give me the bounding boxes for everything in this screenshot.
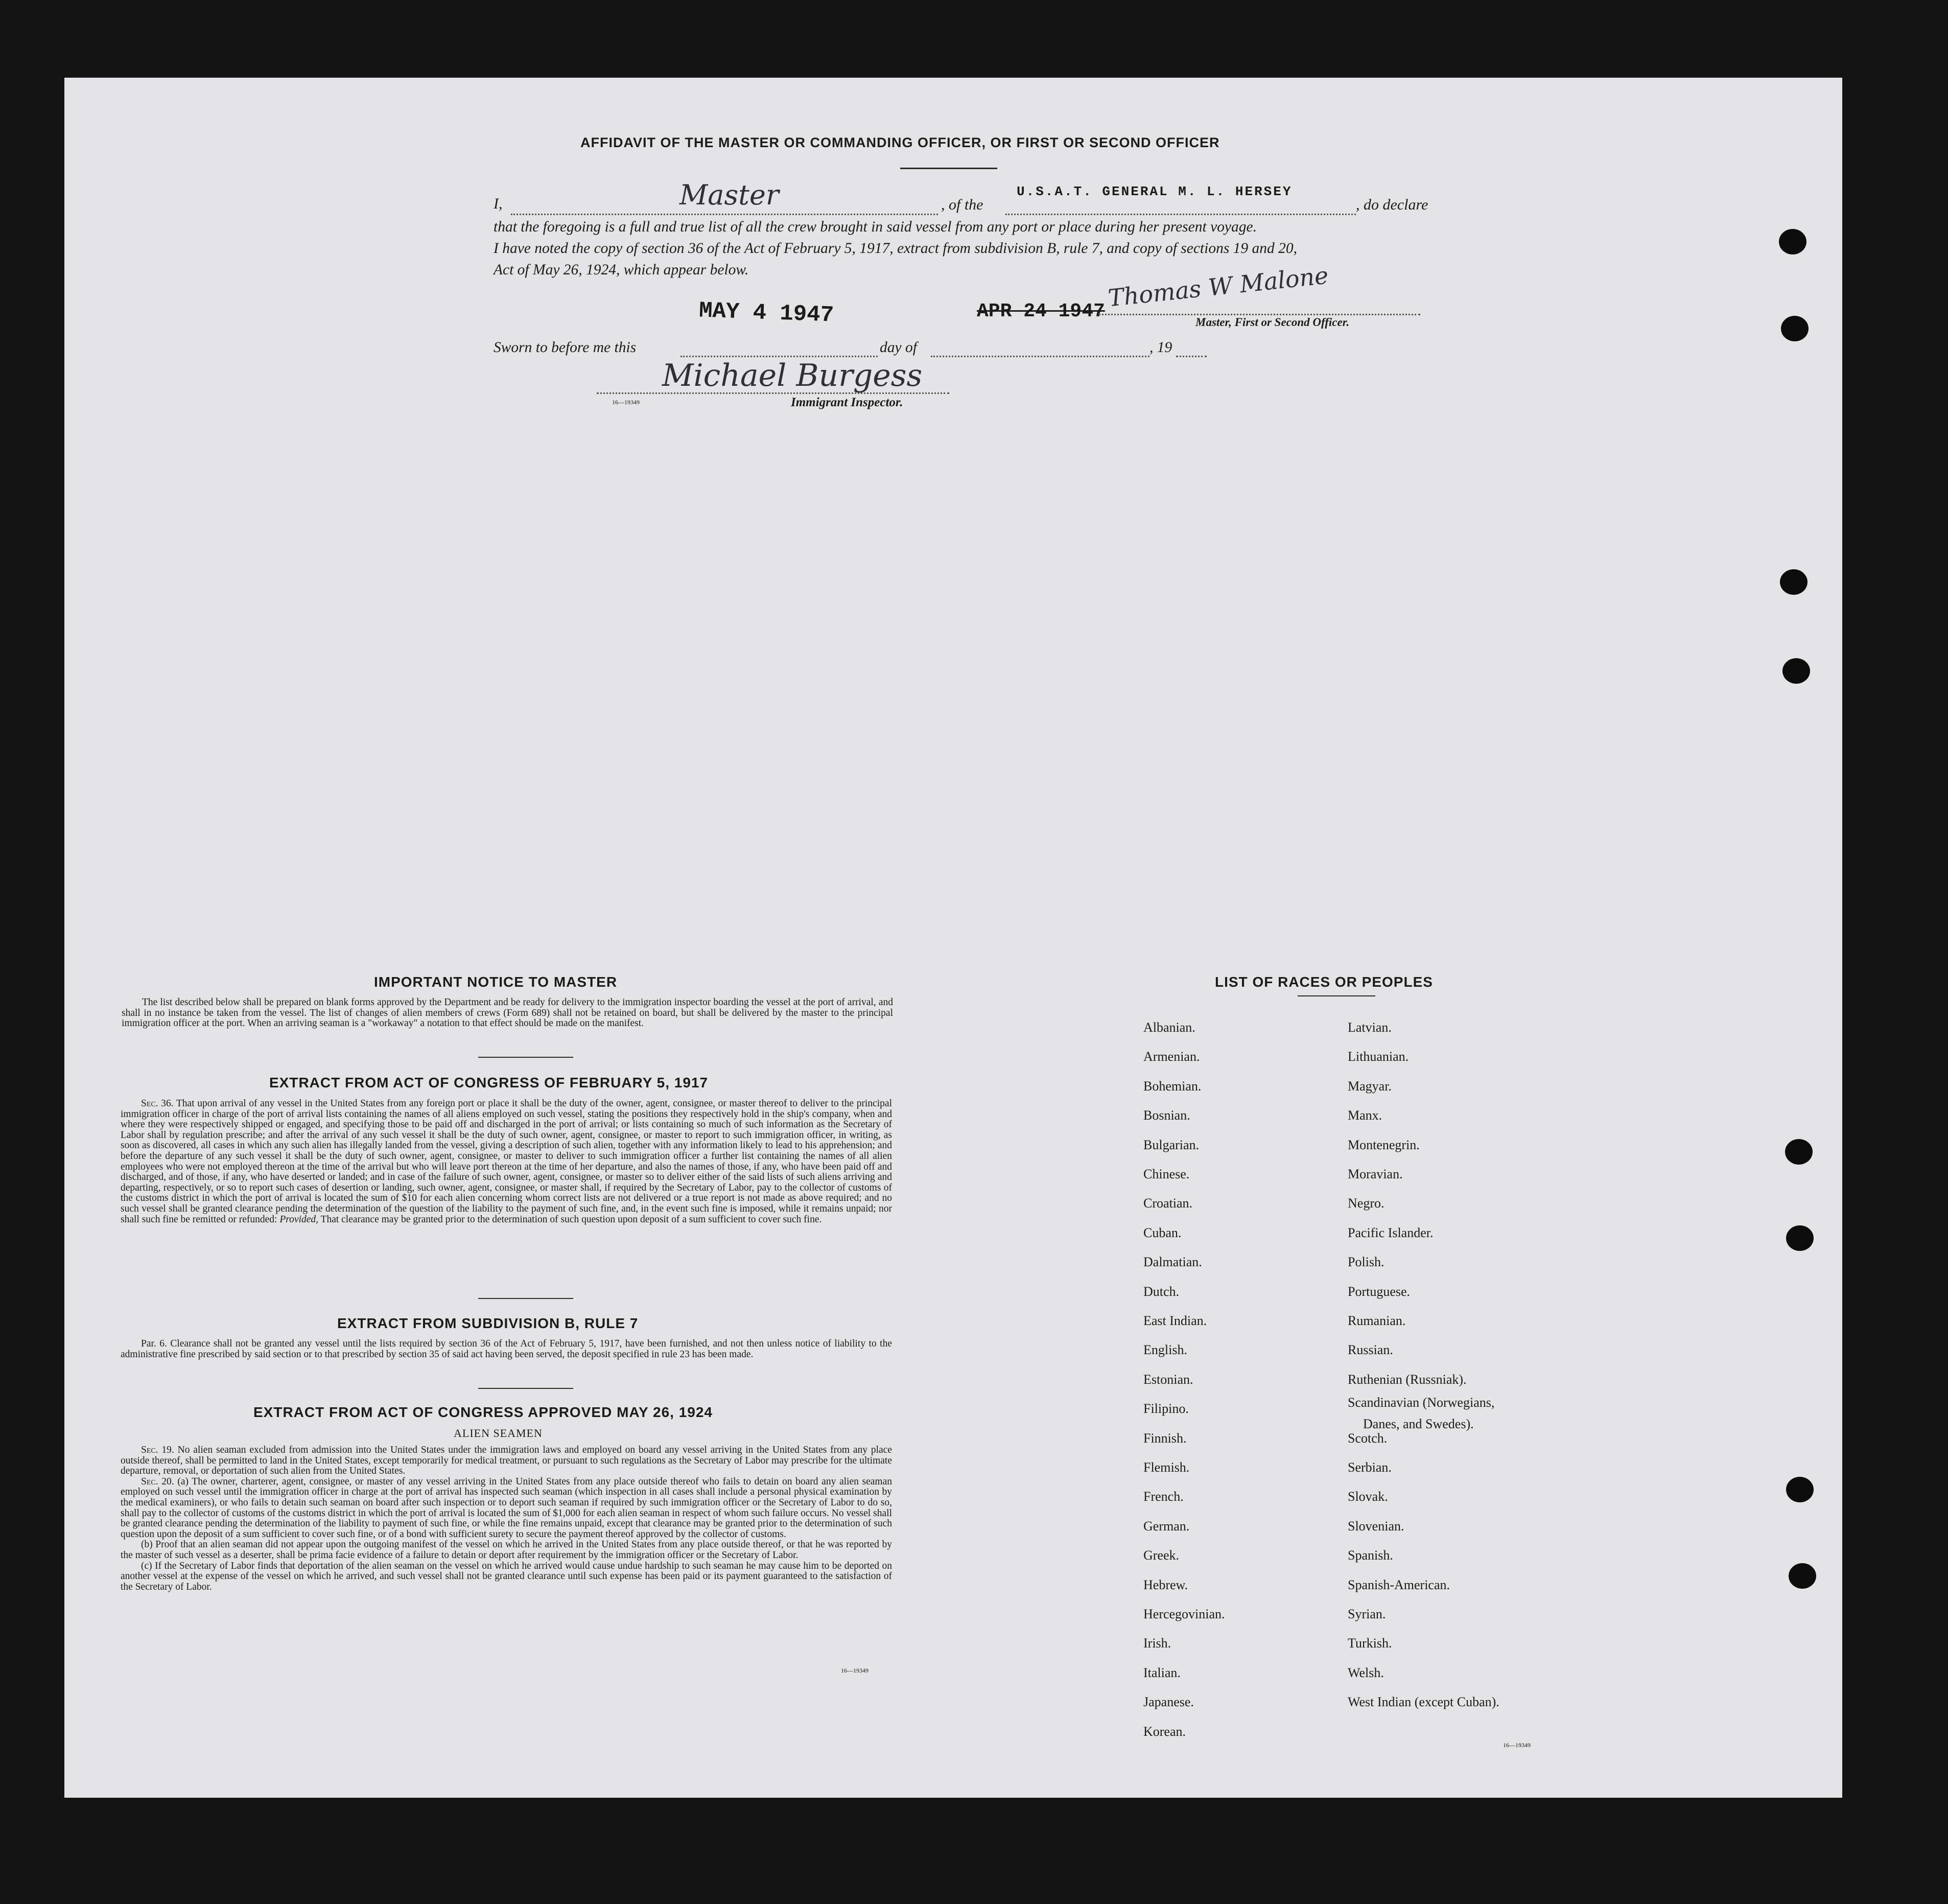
- notice-heading: IMPORTANT NOTICE TO MASTER: [374, 974, 618, 990]
- race-item: Moravian.: [1348, 1167, 1403, 1181]
- race-item: Cuban.: [1143, 1225, 1182, 1240]
- punch-hole: [1780, 569, 1808, 595]
- race-item: Manx.: [1348, 1108, 1382, 1123]
- race-item: Greek.: [1143, 1548, 1180, 1563]
- rule-7-paragraph: Par. 6. Clearance shall not be granted any vessel until the lists required by section 36 of the Act of February 5, 1917, have been furnished, and not then unless notice of liability to the administrative fine prescribed by said section or to that prescribed by section 35 of said act having been served, the deposit specified in rule 23 has been made.: [121, 1338, 892, 1360]
- race-item: Ruthenian (Russniak).: [1348, 1372, 1467, 1387]
- date-stamp: MAY 4 1947: [698, 298, 834, 329]
- punch-hole: [1789, 1563, 1816, 1589]
- race-item: Pacific Islander.: [1348, 1225, 1434, 1240]
- race-item: East Indian.: [1143, 1313, 1207, 1328]
- sec-20-label: Sec. 20.: [141, 1476, 174, 1487]
- race-item: Bulgarian.: [1143, 1137, 1200, 1152]
- race-item: Danes, and Swedes).: [1363, 1417, 1474, 1432]
- section-divider: [478, 1388, 573, 1389]
- race-item: Scotch.: [1348, 1430, 1388, 1446]
- race-item: Albanian.: [1143, 1020, 1195, 1035]
- sec-20c-body: (c) If the Secretary of Labor finds that deportation of the alien seaman on the vessel on which he arrived would cause undue hardship to such seaman he may cause him to be deported on another vessel at the expense of the vessel on which he arrived, and such vessel shall not be granted clearance until such expense has been paid or its payment guaranteed to the satisfaction of the Secretary of Labor.: [121, 1560, 892, 1592]
- races-divider: [1298, 995, 1375, 996]
- extract-1917-text: [121, 1099, 892, 1225]
- punch-hole: [1779, 229, 1806, 254]
- race-item: Lithuanian.: [1348, 1049, 1409, 1064]
- sworn-month-line: [931, 356, 1149, 357]
- race-item: Polish.: [1348, 1255, 1384, 1270]
- race-item: Bosnian.: [1143, 1108, 1190, 1123]
- race-item: Montenegrin.: [1348, 1137, 1420, 1152]
- race-item: Serbian.: [1348, 1460, 1392, 1475]
- officer-signature-line: [1098, 314, 1420, 315]
- sec-19-label: Sec. 19.: [141, 1445, 174, 1455]
- race-item: English.: [1143, 1342, 1187, 1358]
- section-divider: [478, 1298, 573, 1299]
- race-item: Japanese.: [1143, 1694, 1194, 1710]
- section-divider: [478, 1057, 573, 1058]
- race-item: Russian.: [1348, 1342, 1393, 1358]
- race-item: Irish.: [1143, 1636, 1171, 1651]
- year-prefix: , 19: [1149, 339, 1172, 356]
- punch-hole: [1785, 1139, 1813, 1165]
- race-item: Italian.: [1143, 1665, 1181, 1680]
- race-item: Filipino.: [1143, 1401, 1189, 1417]
- vessel-name-line: [1005, 214, 1356, 215]
- rule-7-text: [121, 1339, 892, 1360]
- master-name-line: [511, 214, 938, 215]
- punch-hole: [1781, 316, 1809, 341]
- sec-36-end: That clearance may be granted prior to the determination of such question upon deposit of a sum sufficient to cover such fine.: [320, 1214, 822, 1225]
- do-declare-text: , do declare: [1356, 196, 1428, 213]
- race-item: Dutch.: [1143, 1284, 1180, 1299]
- race-item: Syrian.: [1348, 1607, 1386, 1621]
- inspector-caption: Immigrant Inspector.: [791, 396, 903, 409]
- race-item: Magyar.: [1348, 1078, 1392, 1094]
- affidavit-form-number: 16—19349: [612, 399, 640, 406]
- race-item: Scandinavian (Norwegians,: [1348, 1395, 1495, 1410]
- race-item: Latvian.: [1348, 1020, 1392, 1035]
- race-item: Spanish.: [1348, 1548, 1393, 1563]
- race-item: Chinese.: [1143, 1167, 1190, 1181]
- sworn-text: Sworn to before me this: [494, 339, 637, 356]
- day-of-text: day of: [880, 339, 917, 356]
- sec-20a-body: (a) The owner, charterer, agent, consignee, or master of any vessel arriving in the United States from any place outside thereof who fails to detain on board any alien seaman employed on such vessel until the immigration officer in charge at the port of arrival has inspected such seaman (which inspection in all cases shall include a personal physical examination by the medical examiners), or who fails to detain such seaman on board after such inspection or to deport such seaman if required by such immigration officer or the Secretary of Labor to do so, shall pay to the collector of customs of the customs district in which the port of arrival is located the sum of $1,000 for each alien seaman in respect of whom such failure occurs. No vessel shall be granted clearance pending the determination of the liability to payment of such fine, or while the fine remains unpaid, except that clearance may be granted prior to the determination of such question upon the deposit of a sum sufficient to cover such fine, or of a bond with sufficient surety to secure the payment thereof approved by the collector of customs.: [121, 1476, 893, 1540]
- race-item: Flemish.: [1143, 1460, 1190, 1475]
- race-item: Armenian.: [1143, 1049, 1200, 1064]
- inspector-signature-line: [597, 392, 949, 394]
- officer-caption: Master, First or Second Officer.: [1195, 316, 1350, 329]
- race-item: Slovak.: [1348, 1489, 1388, 1504]
- races-form-number: 16—19349: [1503, 1742, 1531, 1749]
- officer-signature: Thomas W Malone: [1107, 261, 1330, 312]
- race-item: Hercegovinian.: [1143, 1607, 1225, 1621]
- race-item: Bohemian.: [1143, 1078, 1202, 1094]
- punch-hole: [1786, 1225, 1814, 1251]
- affidavit-line-3: I have noted the copy of section 36 of the Act of February 5, 1917, extract from subdivision B, rule 7, and copy of sections 19 and 20,: [494, 240, 1298, 257]
- race-item: Portuguese.: [1348, 1284, 1411, 1299]
- vessel-name: U.S.A.T. GENERAL M. L. HERSEY: [1017, 184, 1293, 199]
- extract-form-number: 16—19349: [841, 1667, 869, 1674]
- race-item: Turkish.: [1348, 1636, 1392, 1651]
- race-item: Finnish.: [1143, 1430, 1187, 1446]
- officer-date-stamp: APR 24 1947: [977, 300, 1105, 322]
- inspector-signature: Michael Burgess: [662, 358, 923, 393]
- race-item: West Indian (except Cuban).: [1348, 1694, 1499, 1710]
- extract-1924-heading: EXTRACT FROM ACT OF CONGRESS APPROVED MAY 26, 1924: [253, 1404, 713, 1420]
- race-item: Croatian.: [1143, 1196, 1193, 1211]
- race-item: Estonian.: [1143, 1372, 1193, 1387]
- notice-paragraph: The list described below shall be prepared on blank forms approved by the Department and be ready for delivery to the immigration inspector boarding the vessel at the port of arrival, and shall in no instance be taken from the vessel. The list of changes of alien members of crews (Form 689) shall not be retained on board, but shall be delivered by the master to the principal immigration officer at the port. When an arriving seaman is a "workaway" a notation to that effect should be made on the manifest.: [122, 997, 893, 1029]
- sec-36-body: That upon arrival of any vessel in the United States from any foreign port or place it shall be the duty of the owner, agent, consignee, or master thereof to deliver to the principal immigration officer in charge of the port of arrival lists containing the names of all aliens employed on such vessel, stating the positions they respectively hold in the ship's company, when and where they were respectively shipped or engaged, and specifying those to be paid off and discharged in the port of arrival; or lists containing so much of such information as the Secretary of Labor shall by regulation prescribe; and after the arrival of any such vessel it shall be the duty of such owner, agent, consignee, or master to report to such immigration officer, in writing, as soon as discovered, all cases in which any such alien has illegally landed from the vessel, giving a description of such alien, together with any information likely to lead to his apprehension; and before the departure of any such vessel it shall be the duty of such owner, agent, consignee, or master to deliver to such immigration officer a further list containing the names of all alien employees who were not employed thereon at the time of the arrival but who will leave port thereon at the time of her departure, and also the names of those, if any, who have been paid off and discharged, and of those, if any, who have deserted or landed; and in case of the failure of such owner, agent, consignee, or master so to deliver either of the said lists of such aliens arriving and departing, respectively, or so to report such cases of desertion or landing, such owner, agent, consignee, or master shall, if required by the Secretary of Labor, pay to the collector of customs of the customs district in which the port of arrival is located the sum of $10 for each alien concerning whom correct lists are not delivered or a true report is not made as above required; and no such vessel shall be granted clearance pending the determination of the question of the liability to the payment of such fine, and, in the event such fine is imposed, while it remains unpaid; nor shall such fine be remitted or refunded:: [121, 1098, 892, 1225]
- affidavit-line-4: Act of May 26, 1924, which appear below.: [494, 262, 749, 278]
- sec-19-body: No alien seaman excluded from admission into the United States under the immigration laws and employed on board any vessel arriving in the United States from any place outside thereof, shall be permitted to land in the United States, except temporarily for medical treatment, or pursuant to such regulations as the Secretary of Labor may prescribe for the ultimate departure, removal, or deportation of such alien from the United States.: [121, 1445, 892, 1477]
- race-item: French.: [1143, 1489, 1184, 1504]
- sworn-year-line: [1176, 356, 1207, 357]
- sec-20b-body: (b) Proof that an alien seaman did not appear upon the outgoing manifest of the vessel on which he arrived in the United States from any place outside thereof, or that he was reported by the master of such vessel as a deserter, shall be prima facie evidence of a failure to detain or deport after requirement by the immigration officer or the Secretary of Labor.: [121, 1539, 892, 1561]
- rule-7-heading: EXTRACT FROM SUBDIVISION B, RULE 7: [337, 1315, 639, 1331]
- race-item: Rumanian.: [1348, 1313, 1406, 1328]
- extract-1917-heading: EXTRACT FROM ACT OF CONGRESS OF FEBRUARY 5, 1917: [269, 1075, 709, 1090]
- affidavit-line-2: that the foregoing is a full and true list of all the crew brought in said vessel from any port or place during her present voyage.: [494, 219, 1257, 235]
- title-divider: [900, 168, 997, 169]
- races-heading: LIST OF RACES OR PEOPLES: [1215, 974, 1433, 990]
- race-item: Negro.: [1348, 1196, 1384, 1211]
- sworn-day-line: [680, 356, 878, 357]
- race-item: Korean.: [1143, 1724, 1186, 1739]
- extract-1924-text: [121, 1445, 892, 1592]
- punch-hole: [1786, 1477, 1814, 1502]
- alien-seamen-subheading: ALIEN SEAMEN: [454, 1427, 543, 1439]
- race-item: Welsh.: [1348, 1665, 1384, 1680]
- of-the-text: , of the: [941, 196, 983, 213]
- affidavit-title: AFFIDAVIT OF THE MASTER OR COMMANDING OFFICER, OR FIRST OR SECOND OFFICER: [580, 135, 1220, 150]
- race-item: Slovenian.: [1348, 1518, 1404, 1534]
- sec-36-label: Sec. 36.: [141, 1098, 174, 1109]
- punch-hole: [1782, 658, 1810, 684]
- race-item: Dalmatian.: [1143, 1255, 1202, 1270]
- master-name-handwritten: Master: [679, 179, 779, 211]
- provided-label: Provided,: [279, 1214, 318, 1225]
- race-item: Hebrew.: [1143, 1577, 1188, 1592]
- affidavit-i: I,: [494, 195, 503, 212]
- race-item: Spanish-American.: [1348, 1577, 1450, 1592]
- race-item: German.: [1143, 1518, 1190, 1534]
- notice-text: [122, 997, 893, 1029]
